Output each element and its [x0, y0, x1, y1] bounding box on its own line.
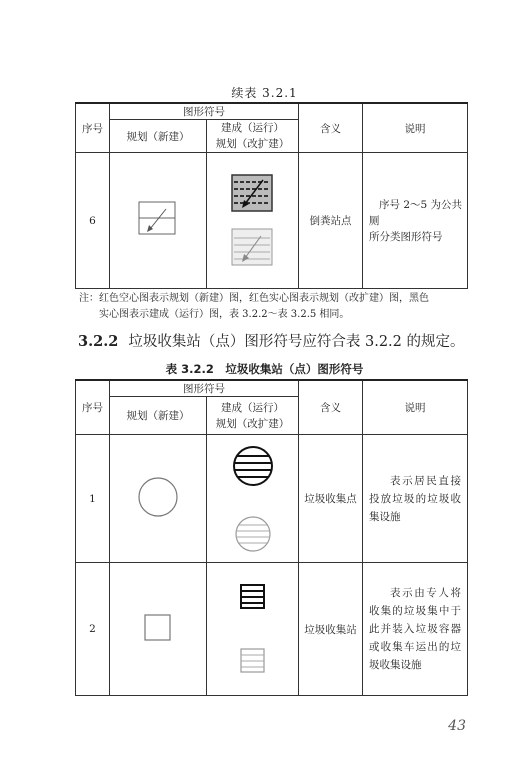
header-symbol-group: 图形符号	[110, 103, 299, 120]
table-note	[79, 291, 471, 323]
row1-planned-symbol	[110, 435, 207, 563]
row6-planned-symbol	[110, 153, 207, 289]
header-seq: 序号	[76, 380, 110, 435]
dump-station-light-symbol	[231, 228, 275, 268]
row6-built-symbols	[207, 153, 299, 289]
collection-station-outline-symbol	[143, 613, 173, 643]
header-planned: 规划（新建）	[110, 120, 207, 153]
collection-point-light-symbol	[233, 514, 273, 554]
row6-meaning: 倒粪站点	[299, 153, 363, 289]
collection-point-outline-symbol	[136, 475, 180, 519]
section-3-2-2	[78, 330, 465, 351]
header-explanation: 说明	[363, 103, 468, 153]
row2-seq: 2	[76, 563, 110, 696]
row6-explanation	[363, 153, 468, 289]
header-built-line1: 建成（运行）	[221, 122, 284, 134]
table1-caption: 续表 3.2.1	[231, 86, 298, 100]
header-built-line2: 规划（改扩建）	[215, 138, 290, 150]
row2-planned-symbol	[110, 563, 207, 696]
header-planned: 规划（新建）	[110, 397, 207, 435]
header-built-line1: 建成（运行）	[221, 401, 284, 414]
row1-explanation-text: 表示居民直接投放垃圾的垃圾收集设施	[369, 474, 461, 523]
table-3-2-1-continued	[75, 102, 468, 289]
section-number: 3.2.2	[78, 333, 119, 350]
row6-explanation-line1: 序号 2～5 为公共厕	[369, 198, 463, 227]
row1-meaning: 垃圾收集点	[299, 435, 363, 563]
row2-explanation	[363, 563, 468, 696]
note-line1: 注：红色空心图表示规划（新建）图，红色实心图表示规划（改扩建）图，黑色	[79, 293, 429, 304]
page-number: 43	[448, 718, 466, 734]
header-meaning: 含义	[299, 103, 363, 153]
header-symbol-group: 图形符号	[110, 380, 299, 397]
row1-explanation	[363, 435, 468, 563]
collection-station-solid-symbol	[240, 584, 266, 610]
table2-caption: 表 3.2.2 垃圾收集站（点）图形符号	[165, 362, 364, 376]
header-seq: 序号	[76, 103, 110, 153]
table-3-2-2	[75, 379, 468, 696]
header-explanation: 说明	[363, 380, 468, 435]
row1-seq: 1	[76, 435, 110, 563]
header-meaning: 含义	[299, 380, 363, 435]
collection-station-light-symbol	[240, 648, 266, 674]
header-built-line2: 规划（改扩建）	[215, 417, 290, 430]
collection-point-solid-symbol	[231, 444, 275, 488]
row6-seq: 6	[76, 153, 110, 289]
row6-explanation-line2: 所分类图形符号	[369, 230, 443, 243]
row2-meaning: 垃圾收集站	[299, 563, 363, 696]
header-built	[207, 397, 299, 435]
row2-built-symbols	[207, 563, 299, 696]
dump-station-solid-symbol	[231, 174, 275, 214]
section-text: 垃圾收集站（点）图形符号应符合表 3.2.2 的规定。	[128, 334, 465, 350]
dump-station-outline-symbol	[138, 201, 178, 237]
header-built	[207, 120, 299, 153]
note-line2: 实心图表示建成（运行）图，表 3.2.2～表 3.2.5 相同。	[99, 309, 350, 320]
row1-built-symbols	[207, 435, 299, 563]
row2-explanation-text: 表示由专人将收集的垃圾集中于此并装入垃圾容器或收集车运出的垃圾收集设施	[369, 587, 461, 671]
